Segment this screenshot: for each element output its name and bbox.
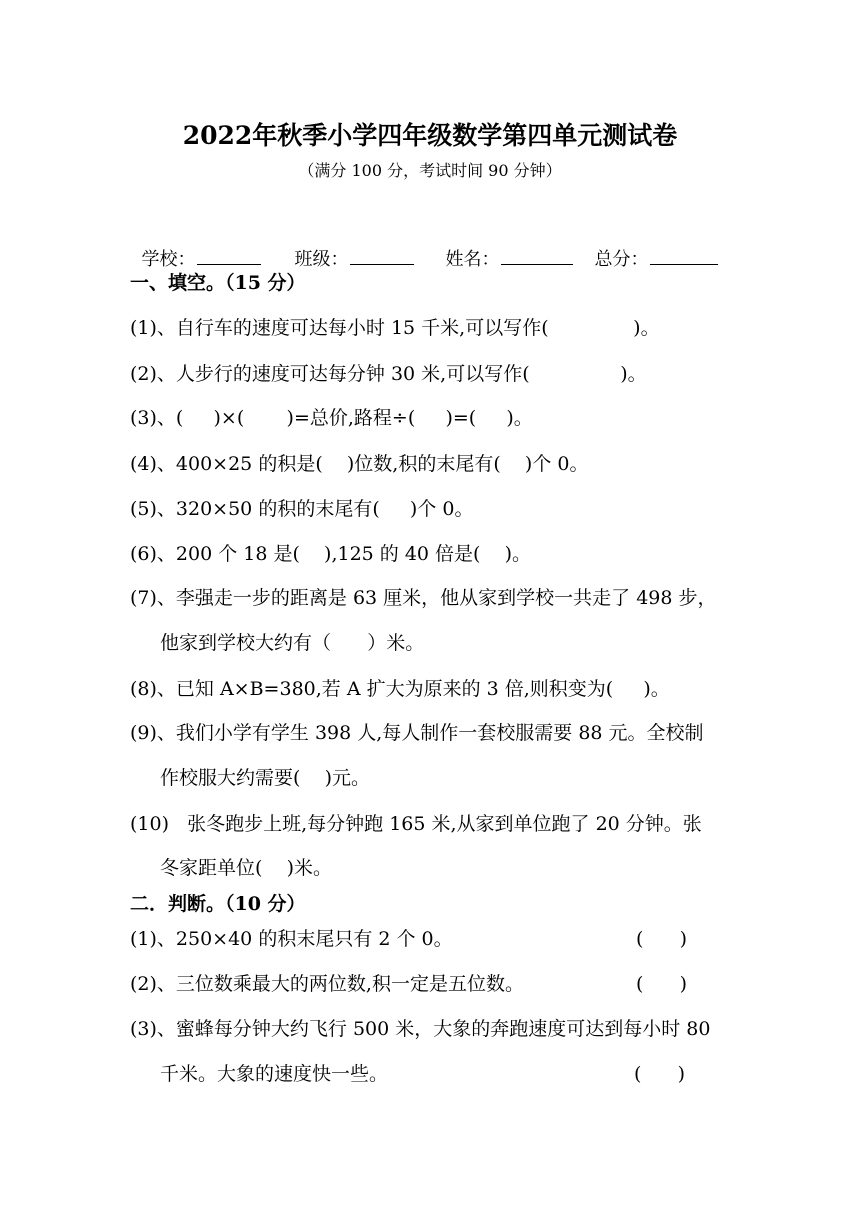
total-score-blank[interactable] [650,246,718,265]
name-blank[interactable] [501,246,573,265]
question-line: (3)、( )×( )=总价,路程÷( )=( )。 [130,407,533,429]
judgment-item: (1)、250×40 的积末尾只有 2 个 0。 [130,928,453,950]
question-line: (2)、人步行的速度可达每分钟 30 米,可以写作( )。 [130,363,647,385]
school-blank[interactable] [197,246,261,265]
judgment-item: (2)、三位数乘最大的两位数,积一定是五位数。 [130,973,524,995]
page-subtitle: （满分 100 分，考试时间 90 分钟） [298,161,562,180]
answer-paren[interactable]: ( ) [636,928,688,950]
judgment-item-continued: 千米。大象的速度快一些。 [160,1063,389,1085]
question-line: (4)、400×25 的积是( )位数,积的末尾有( )个 0。 [130,453,589,475]
total-score-label: 总分： [594,249,649,270]
answer-paren[interactable]: ( ) [636,973,688,995]
question-line: (5)、320×50 的积的末尾有( )个 0。 [130,498,474,520]
name-field[interactable] [434,222,573,272]
question-line-continued: 他家到学校大约有（ ）米。 [160,632,425,654]
question-line: (7)、李强走一步的距离是 63 厘米，他从家到学校一共走了 498 步， [130,587,717,609]
judgment-item: (3)、蜜蜂每分钟大约飞行 500 米，大象的奔跑速度可达到每小时 80 [130,1018,711,1040]
question-line-continued: 作校服大约需要( )元。 [160,767,370,789]
section1-heading: 一、填空。（15 分） [130,272,306,294]
school-field[interactable] [130,222,261,272]
page-title: 2022年秋季小学四年级数学第四单元测试卷 [182,121,678,150]
name-label: 姓名： [445,249,500,270]
section2-heading: 二．判断。（10 分） [130,893,306,915]
class-field[interactable] [283,222,414,272]
question-line: (10) 张冬跑步上班,每分钟跑 165 米,从家到单位跑了 20 分钟。张 [130,813,702,835]
total-score-field[interactable] [583,222,718,272]
class-label: 班级： [294,249,349,270]
question-line: (6)、200 个 18 是( ),125 的 40 倍是( )。 [130,543,532,565]
class-blank[interactable] [350,246,414,265]
question-line: (1)、自行车的速度可达每小时 15 千米,可以写作( )。 [130,317,660,339]
question-line: (9)、我们小学有学生 398 人,每人制作一套校服需要 88 元。全校制 [130,722,704,744]
school-label: 学校： [141,249,196,270]
answer-paren[interactable]: ( ) [634,1063,686,1085]
question-line-continued: 冬家距单位( )米。 [160,857,332,879]
question-line: (8)、已知 A×B=380,若 A 扩大为原来的 3 倍,则积变为( )。 [130,678,670,700]
